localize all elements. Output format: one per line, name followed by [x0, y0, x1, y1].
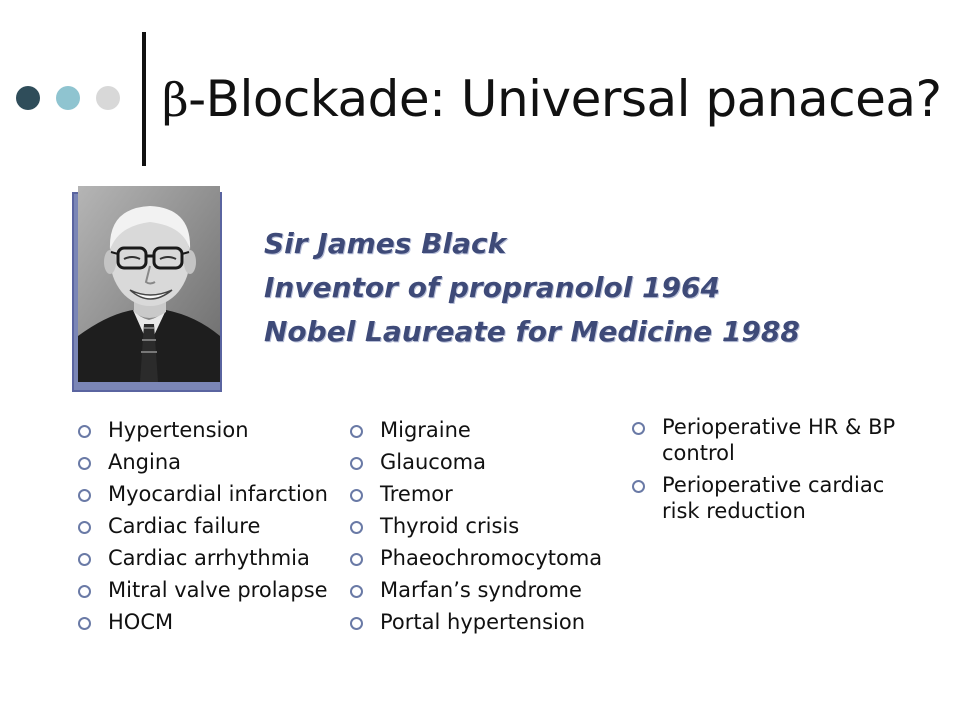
title-divider: [142, 32, 146, 166]
list-item: Perioperative cardiac risk reduction: [626, 472, 897, 524]
title-text: -Blockade: Universal panacea?: [188, 70, 942, 128]
indications-list-perioperative: [626, 414, 897, 530]
title-greek-beta: β: [162, 73, 189, 127]
dot-light-blue: [56, 86, 80, 110]
list-item: HOCM: [72, 606, 328, 638]
list-item: Thyroid crisis: [344, 510, 602, 542]
bullet-icon: [632, 422, 645, 435]
list-item: Hypertension: [72, 414, 328, 446]
list-item: Angina: [72, 446, 328, 478]
list-item: Mitral valve prolapse: [72, 574, 328, 606]
bullet-icon: [632, 480, 645, 493]
bullet-icon: [78, 521, 91, 534]
bullet-icon: [350, 521, 363, 534]
list-item: Marfan’s syndrome: [344, 574, 602, 606]
bullet-icon: [350, 425, 363, 438]
list-item: Cardiac failure: [72, 510, 328, 542]
list-item: Cardiac arrhythmia: [72, 542, 328, 574]
portrait-photo: [78, 186, 220, 382]
bio-invention: Inventor of propranolol 1964: [264, 271, 720, 304]
list-item: Glaucoma: [344, 446, 602, 478]
indications-list-cardiac: [72, 414, 328, 638]
slide-title: [162, 70, 942, 128]
list-item: Portal hypertension: [344, 606, 602, 638]
dot-grey: [96, 86, 120, 110]
list-item: Tremor: [344, 478, 602, 510]
bio-caption: [264, 222, 800, 354]
bullet-icon: [78, 425, 91, 438]
bullet-icon: [78, 457, 91, 470]
bullet-icon: [78, 489, 91, 502]
list-item: Migraine: [344, 414, 602, 446]
bullet-icon: [350, 489, 363, 502]
bullet-icon: [78, 617, 91, 630]
list-item: Perioperative HR & BP control: [626, 414, 897, 466]
portrait-illustration: [78, 186, 220, 382]
indications-list-other: [344, 414, 602, 638]
bio-name: Sir James Black: [264, 227, 507, 260]
bullet-icon: [350, 553, 363, 566]
title-decoration-dots: [16, 86, 136, 112]
bullet-icon: [350, 585, 363, 598]
bullet-icon: [350, 617, 363, 630]
bullet-icon: [78, 553, 91, 566]
list-item: Myocardial infarction: [72, 478, 328, 510]
dot-dark: [16, 86, 40, 110]
bullet-icon: [78, 585, 91, 598]
bullet-icon: [350, 457, 363, 470]
bio-nobel: Nobel Laureate for Medicine 1988: [264, 315, 800, 348]
list-item: Phaeochromocytoma: [344, 542, 602, 574]
